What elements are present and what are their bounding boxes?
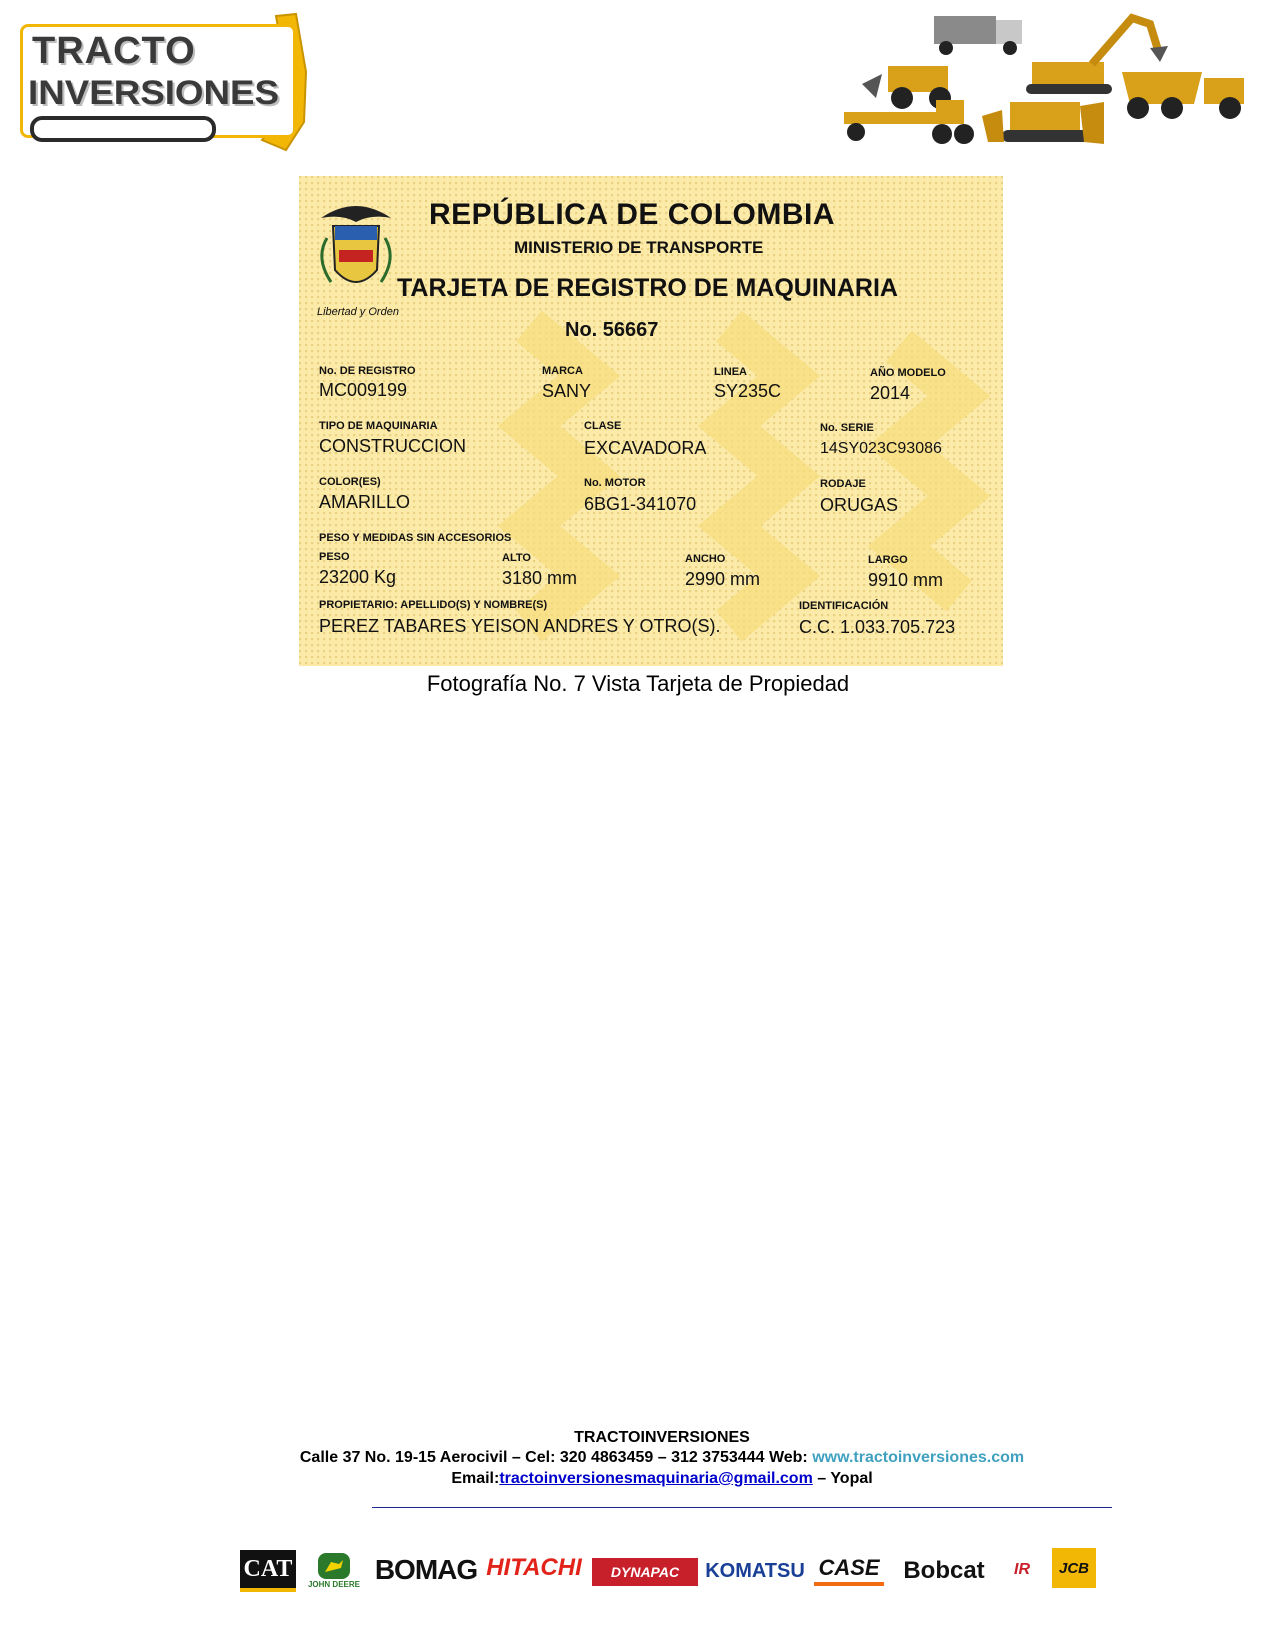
footer-email-line bbox=[24, 1470, 1276, 1488]
jcb-logo: JCB bbox=[1052, 1548, 1096, 1588]
propietario-value: PEREZ TABARES YEISON ANDRES Y OTRO(S). bbox=[319, 616, 721, 636]
john-deere-logo bbox=[304, 1548, 364, 1592]
brand-logo-strip bbox=[240, 1548, 1110, 1594]
track-icon bbox=[30, 116, 216, 142]
tipo-value: CONSTRUCCION bbox=[319, 436, 466, 456]
john-deere-text: JOHN DEERE bbox=[307, 1579, 360, 1589]
largo-label: LARGO bbox=[868, 554, 908, 566]
articulated-hauler-icon bbox=[1122, 72, 1244, 119]
colombia-coat-of-arms-icon bbox=[311, 198, 401, 304]
medidas-label: PESO Y MEDIDAS SIN ACCESORIOS bbox=[319, 532, 512, 544]
marca-value: SANY bbox=[542, 381, 592, 401]
motor-grader-icon bbox=[844, 100, 974, 144]
bobcat-logo: Bobcat bbox=[903, 1557, 985, 1584]
hitachi-logo: HITACHI bbox=[486, 1554, 582, 1581]
rodaje-value: ORUGAS bbox=[820, 495, 899, 515]
linea-value: SY235C bbox=[714, 381, 782, 401]
propietario-label: PROPIETARIO: APELLIDO(S) Y NOMBRE(S) bbox=[319, 599, 548, 611]
motor-label: No. MOTOR bbox=[584, 477, 646, 489]
peso-value: 23200 Kg bbox=[319, 567, 397, 587]
deer-icon bbox=[317, 1552, 351, 1580]
card-number: No. 56667 bbox=[565, 319, 659, 341]
registration-card-photo bbox=[299, 176, 1003, 666]
peso-label: PESO bbox=[319, 551, 350, 563]
color-label: COLOR(ES) bbox=[319, 476, 381, 488]
heavy-machinery-image bbox=[842, 6, 1256, 172]
marca-label: MARCA bbox=[542, 365, 583, 377]
photo-caption: Fotografía No. 7 Vista Tarjeta de Propiedad bbox=[426, 671, 850, 696]
modelo-label: AÑO MODELO bbox=[870, 367, 946, 379]
cat-logo: CAT bbox=[240, 1550, 296, 1592]
serie-value: 14SY023C93086 bbox=[820, 440, 942, 457]
case-logo: CASE bbox=[814, 1554, 884, 1586]
alto-label: ALTO bbox=[502, 552, 531, 564]
ingersoll-rand-logo: IR bbox=[1014, 1561, 1030, 1578]
identificacion-value: C.C. 1.033.705.723 bbox=[799, 617, 956, 637]
clase-value: EXCAVADORA bbox=[584, 438, 707, 458]
card-title: TARJETA DE REGISTRO DE MAQUINARIA bbox=[397, 274, 898, 302]
footer-company: TRACTOINVERSIONES bbox=[574, 1429, 750, 1446]
footer-address-line bbox=[24, 1449, 1276, 1467]
tipo-label: TIPO DE MAQUINARIA bbox=[319, 420, 438, 432]
dump-truck-icon bbox=[934, 16, 1022, 55]
modelo-value: 2014 bbox=[870, 383, 911, 403]
footer-email-label: Email: bbox=[451, 1470, 500, 1487]
ancho-value: 2990 mm bbox=[685, 569, 761, 589]
card-country: REPÚBLICA DE COLOMBIA bbox=[429, 198, 836, 231]
alto-value: 3180 mm bbox=[502, 568, 578, 588]
identificacion-label: IDENTIFICACIÓN bbox=[799, 600, 889, 612]
footer-email-link[interactable]: tractoinversionesmaquinaria@gmail.com bbox=[499, 1470, 813, 1487]
tractoinversiones-logo bbox=[16, 8, 306, 153]
registro-label: No. DE REGISTRO bbox=[319, 365, 416, 377]
dynapac-logo: DYNAPAC bbox=[592, 1558, 698, 1586]
rodaje-label: RODAJE bbox=[820, 478, 866, 490]
registro-value: MC009199 bbox=[319, 380, 408, 400]
card-ministry: MINISTERIO DE TRANSPORTE bbox=[514, 238, 764, 257]
footer-address: Calle 37 No. 19-15 Aerocivil – Cel: 320 4863459 – 312 3753444 Web: bbox=[299, 1449, 813, 1466]
ancho-label: ANCHO bbox=[685, 553, 726, 565]
logo-line1: TRACTO bbox=[32, 30, 196, 72]
bulldozer-icon bbox=[982, 102, 1104, 144]
motor-value: 6BG1-341070 bbox=[584, 494, 697, 514]
color-value: AMARILLO bbox=[319, 492, 411, 512]
footer-divider bbox=[372, 1507, 1112, 1508]
motto-text: Libertad y Orden bbox=[317, 306, 399, 318]
largo-value: 9910 mm bbox=[868, 570, 944, 590]
clase-label: CLASE bbox=[584, 420, 622, 432]
serie-label: No. SERIE bbox=[820, 422, 874, 434]
logo-line2: INVERSIONES bbox=[28, 74, 279, 112]
linea-label: LINEA bbox=[714, 366, 747, 378]
footer-web-link[interactable]: www.tractoinversiones.com bbox=[812, 1449, 1025, 1466]
footer-email-suffix: – Yopal bbox=[812, 1470, 873, 1487]
bomag-logo: BOMAG bbox=[374, 1554, 478, 1585]
komatsu-logo: KOMATSU bbox=[705, 1559, 805, 1582]
